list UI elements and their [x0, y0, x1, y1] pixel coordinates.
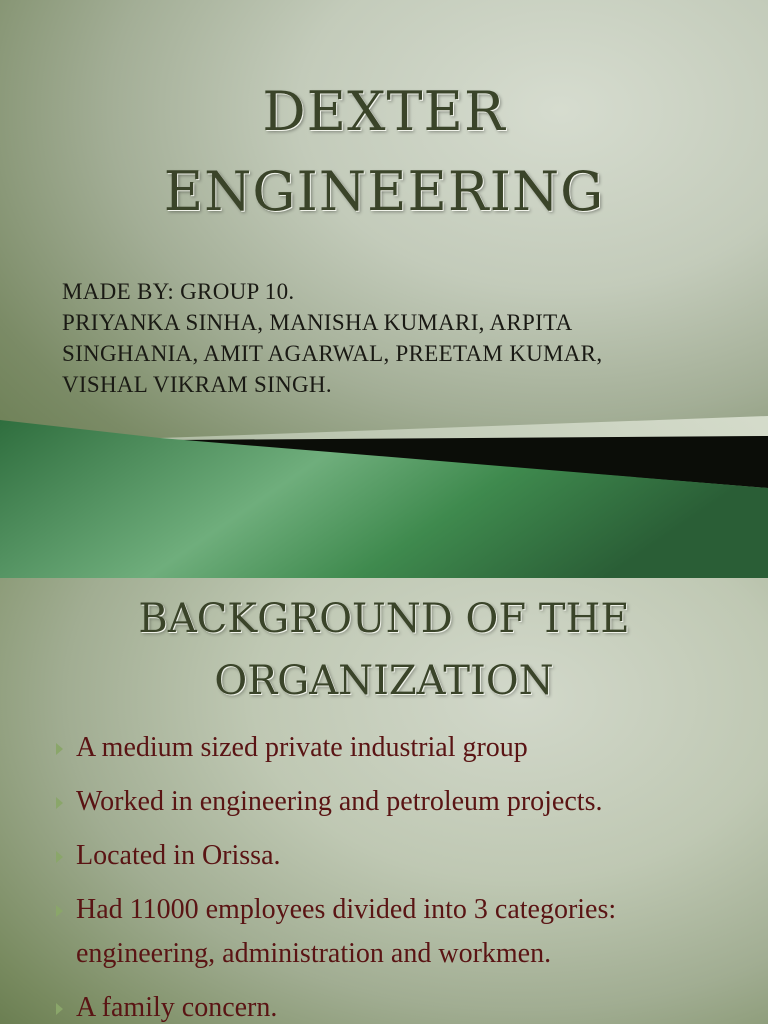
bullet-arrow-icon — [56, 743, 63, 755]
bullet-arrow-icon — [56, 851, 63, 863]
slide-title — [0, 588, 768, 712]
bullet-text: Located in Orissa. — [76, 840, 281, 871]
bullet-item — [56, 834, 756, 878]
bullet-list — [56, 726, 756, 1024]
slide-title — [0, 72, 768, 232]
bullet-item — [56, 780, 756, 824]
bullet-text: A family concern. — [76, 992, 278, 1023]
bullet-arrow-icon — [56, 1003, 63, 1015]
decorative-wave-band — [0, 408, 768, 578]
bullet-text: A medium sized private industrial group — [76, 732, 528, 763]
bullet-item — [56, 888, 756, 976]
credit-line: PRIYANKA SINHA, MANISHA KUMARI, ARPITA — [62, 310, 573, 335]
title-line: BACKGROUND OF THE — [138, 596, 630, 642]
credit-line: SINGHANIA, AMIT AGARWAL, PREETAM KUMAR, — [62, 341, 603, 366]
bullet-item — [56, 726, 756, 770]
title-line: ENGINEERING — [163, 160, 605, 223]
bullet-item — [56, 986, 756, 1024]
title-line: DEXTER — [262, 80, 506, 143]
bullet-arrow-icon — [56, 905, 63, 917]
title-line: ORGANIZATION — [214, 658, 554, 704]
credit-line: VISHAL VIKRAM SINGH. — [62, 372, 332, 397]
bullet-text: Had 11000 employees divided into 3 categories: engineering, administration and workmen. — [76, 894, 617, 969]
credit-line: MADE BY: GROUP 10. — [62, 279, 295, 304]
bullet-arrow-icon — [56, 797, 63, 809]
background-slide — [0, 578, 768, 1024]
bullet-text: Worked in engineering and petroleum projects. — [76, 786, 603, 817]
credits-block — [62, 276, 742, 400]
